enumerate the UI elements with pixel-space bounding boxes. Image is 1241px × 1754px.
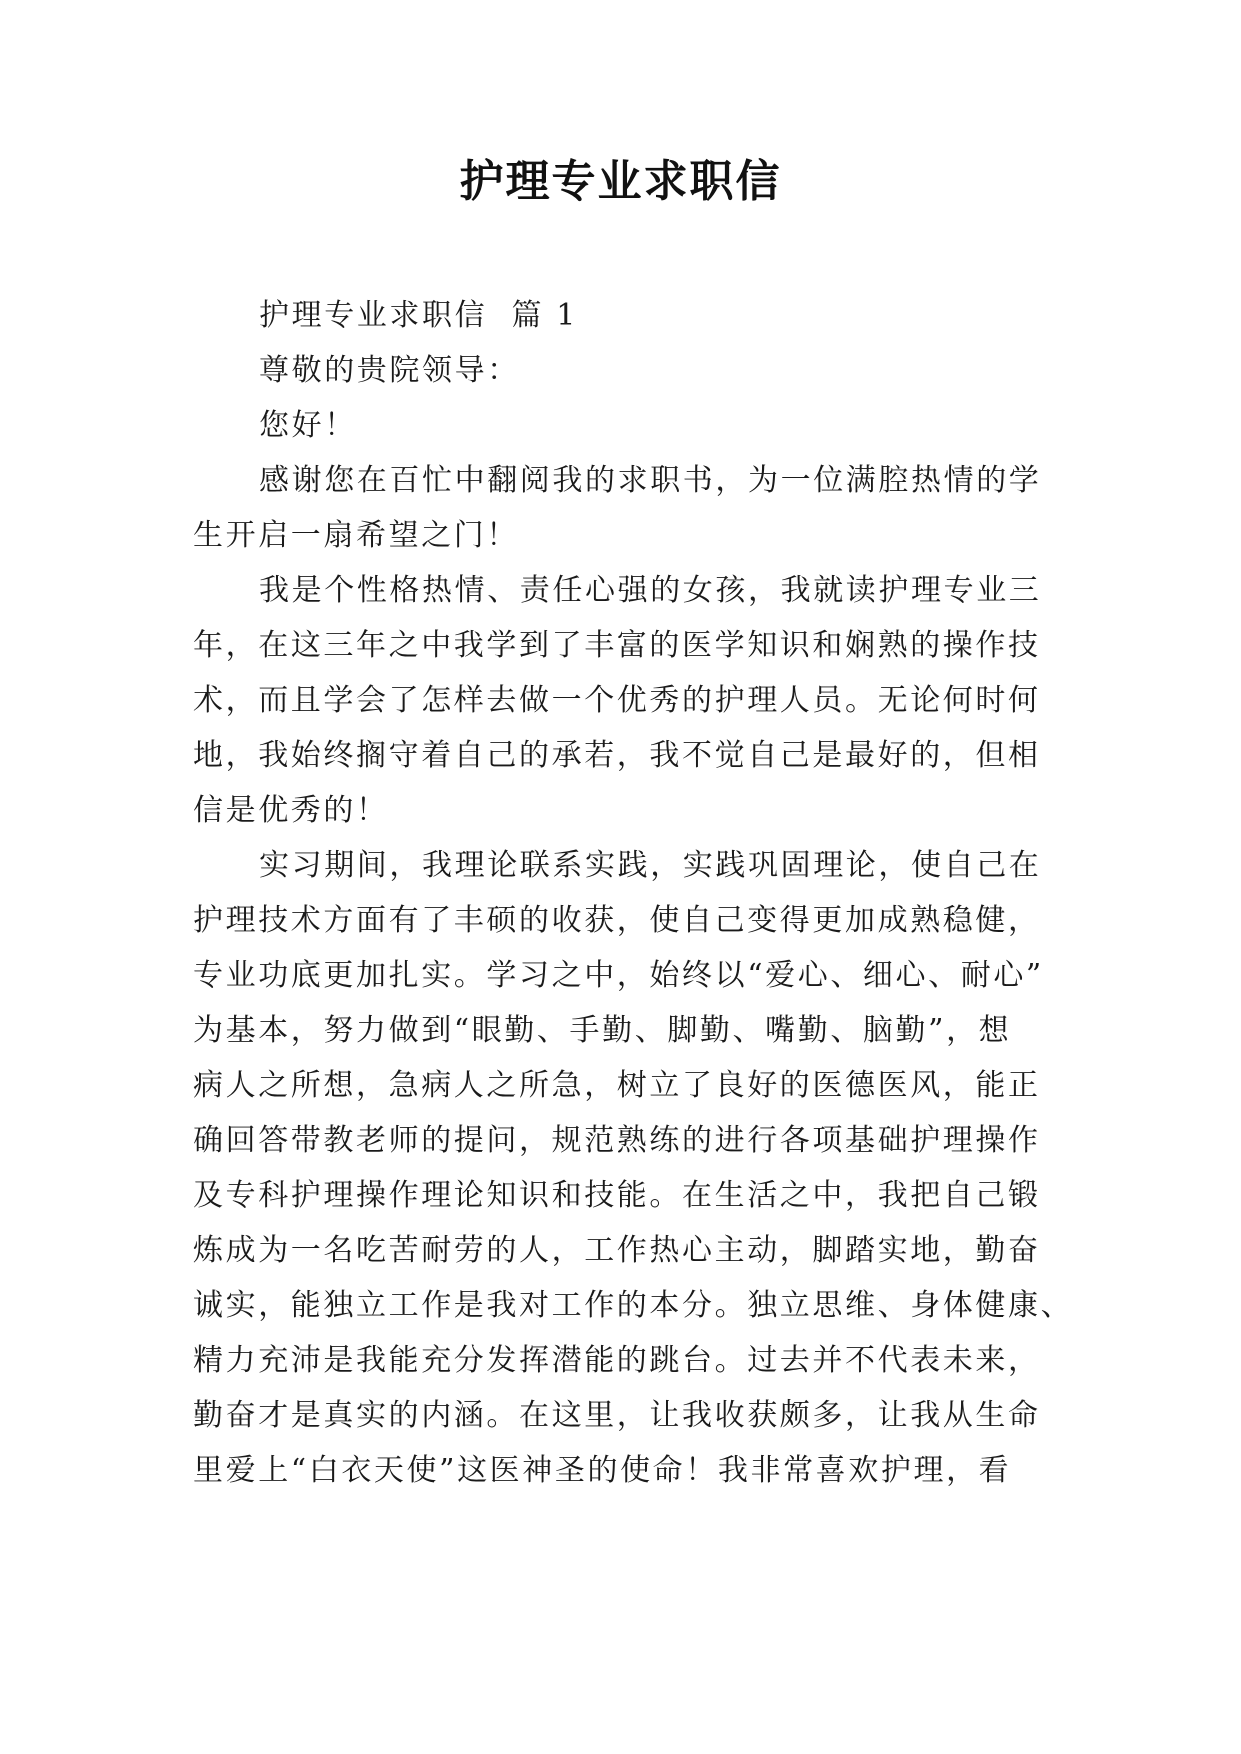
salutation: 尊敬的贵院领导： bbox=[259, 353, 520, 388]
document-title: 护理专业求职信 bbox=[459, 156, 782, 207]
paragraph-line: 病人之所想，急病人之所急，树立了良好的医德医风，能正 bbox=[193, 1068, 1041, 1103]
paragraph-line: 地，我始终搁守着自己的承若，我不觉自己是最好的，但相 bbox=[193, 738, 1041, 773]
greeting: 您好！ bbox=[259, 408, 357, 443]
paragraph-line: 术，而且学会了怎样去做一个优秀的护理人员。无论何时何 bbox=[193, 683, 1041, 718]
paragraph-line: 勤奋才是真实的内涵。在这里，让我收获颇多，让我从生命 bbox=[193, 1398, 1041, 1433]
paragraph-line: 为基本，努力做到“眼勤、手勤、脚勤、嘴勤、脑勤”，想 bbox=[193, 1013, 1012, 1048]
paragraph-line: 里爱上“白衣天使”这医神圣的使命！我非常喜欢护理，看 bbox=[193, 1453, 1012, 1488]
paragraph-line: 专业功底更加扎实。学习之中，始终以“爱心、细心、耐心” bbox=[193, 958, 1044, 993]
paragraph-line: 生开启一扇希望之门！ bbox=[193, 518, 519, 553]
paragraph-line: 年，在这三年之中我学到了丰富的医学知识和娴熟的操作技 bbox=[193, 628, 1041, 663]
paragraph-line: 实习期间，我理论联系实践，实践巩固理论，使自己在 bbox=[259, 848, 1042, 883]
paragraph-line: 我是个性格热情、责任心强的女孩，我就读护理专业三 bbox=[259, 573, 1042, 608]
paragraph bbox=[193, 838, 1074, 1498]
paragraph-line: 精力充沛是我能充分发挥潜能的跳台。过去并不代表未来， bbox=[193, 1343, 1041, 1378]
document-body bbox=[193, 288, 1074, 1498]
letter-heading: 护理专业求职信 篇 1 bbox=[259, 298, 578, 333]
paragraph-line: 信是优秀的！ bbox=[193, 793, 389, 828]
paragraph bbox=[193, 563, 1061, 838]
paragraph-line: 诚实，能独立工作是我对工作的本分。独立思维、身体健康、 bbox=[193, 1288, 1074, 1323]
paragraph bbox=[193, 453, 1061, 563]
paragraph-line: 护理技术方面有了丰硕的收获，使自己变得更加成熟稳健， bbox=[193, 903, 1041, 938]
paragraph-line: 确回答带教老师的提问，规范熟练的进行各项基础护理操作 bbox=[193, 1123, 1041, 1158]
paragraph-line: 炼成为一名吃苦耐劳的人，工作热心主动，脚踏实地，勤奋 bbox=[193, 1233, 1041, 1268]
paragraph-line: 及专科护理操作理论知识和技能。在生活之中，我把自己锻 bbox=[193, 1178, 1041, 1213]
paragraph-line: 感谢您在百忙中翻阅我的求职书，为一位满腔热情的学 bbox=[259, 463, 1042, 498]
